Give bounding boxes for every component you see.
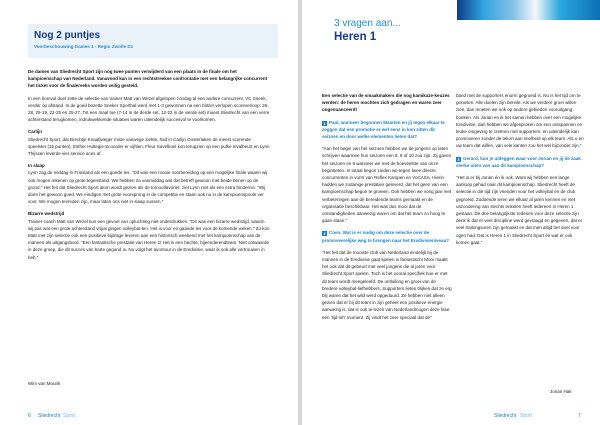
question-text: Coen, Wat is er nodig om deze selectie over de promoveerelijke weg te brengen naar het Eredivisieniveau? — [322, 230, 450, 243]
question-text: Paul, wanneer begonnen Maarten en jij tegen elkaar te zeggen dat een promotie er wel eens in kon zitten dit seizoen en door welke elementen lieten dat? — [322, 119, 445, 140]
section-head: Carlijn — [28, 129, 43, 135]
section-head: In slaap — [28, 163, 45, 169]
footer-brand: Sliedrecht — [38, 413, 61, 419]
heading-block — [334, 18, 401, 43]
paragraph: band met de supporters enorm gegroeid is. Nu is het tijd om te genieten. Alle doelen zijn bereikt. Als we verdere groei willen zien, dan moeten we ook op andere gebieden vooruitgang boeken. Als Jorian en ik het samen hebben over een mogelijke Eredivisie, dan hebben we afgesproken om een ontspannen en leuke omgeving te creëren met supporters, en uiteindelijk kan promoveren zonder de tekort aan snelheid op elk team. Als u en uw team dat willen, van vele kanten zou het wel bijzonder zijn." — [456, 93, 584, 149]
question-number-icon: 2 — [323, 231, 326, 237]
question-text: Gerard, kun je uitleggen waar voor Jorian en jij de zaak sterke uiten van aan dit kampioenschap? — [456, 155, 581, 168]
article-body-left — [28, 68, 270, 266]
page-left — [0, 0, 298, 425]
question — [456, 155, 584, 169]
page-number: 7 — [578, 413, 581, 419]
section-text: Lynn zag de middag in Friesland als een goede les. "Dit was een mooie voorbereiding op een mogelijke finale waarin wij ook mogen rekenen op grote tegenstand. We hebben na vanmiddag wat dat betreft gewoon met beide benen op de grond." Het feit dat Sliedrecht Sport alom wordt gezien als de tornooifavoriet, ziet Lynn niet als een extra hindernis. "Wij doen het gewoon goed. We eindigen met grote voorsprong in de competitie en staan ook nu in de kampioenspoule ver voor. We mogen tevreden zijn, maar laten ons niet in slaap sussen." — [28, 170, 268, 205]
question-number-icon: 3 — [457, 156, 460, 162]
page-right — [302, 0, 600, 425]
section — [28, 210, 270, 260]
article-title: Nog 2 puntjes — [34, 30, 101, 41]
signature: Jorian Hak — [550, 389, 572, 394]
column-1 — [322, 92, 452, 326]
footer-brand: Sliedrecht — [494, 413, 517, 419]
footer-brand-suffix: Sport — [63, 413, 75, 419]
title-box — [28, 24, 278, 58]
answer: "Het is er bij Jorian én ik ook. Want wij hebben een lange aanloop gehad naar dit kampioenschap. Sliedrecht heeft de selectie in die tijd zijn vrienden voor het volleybal en de club gegroeid. Zodoende leren we elkaar al jaren kennen en met uitzondering van slechts enkelen heeft iedereen in Heren 1 gestaan. De drie belangrijkste redenen voor deze selectie zijn denk ik dat er veel discipline werd gevraagd en gegeven, dat er veel trainingsuren zijn gemaakt en dat men altijd het doel voor ogen had. Dat is Heren 1 in Sliedrecht Sport én wat er ook komen gaat." — [456, 175, 583, 245]
question — [322, 119, 452, 141]
page-number: 6 — [28, 413, 31, 419]
footer-brand-suffix: Sport — [520, 413, 532, 419]
column-2 — [456, 92, 584, 251]
decorative-photo-strip — [457, 0, 600, 20]
article-subtitle: Voorbeschouwing Dames 1 - Regio Zwolle D1 — [34, 44, 134, 49]
question — [322, 229, 452, 243]
section-text: Sliedrecht Sport, dat Brechtje Knaafjweger miste vanwege ziekte, had in Carlijn Oosterlaken de meest scorende speelster (16 punten). Esther Hultegie-Scoorder er vijftien, Fleur Savelkoel kon terugzien op een pulke invalbeurt en Lynn Thijssen leverde vier service aces af. — [28, 136, 270, 157]
paragraph: In een bomvol duel zette de selectie van trainer Matt van Wezel afgelopen zondag al een andere concurrent, VC Sneek, verder op afstand. In de goed bezette Sneker Sporthal werd met 1-3 gewonnen na een blitzer verlopen scoreverloop: 26-28, 25-19, 22-25 en 25-27. Tot een maal toe (7-14 in de derde set, 12-22 in de vierde set) moest Sliedrecht van een verre achterstand terugkomen, indrukwekkende situaties waren uiteindelijk succesvol te voorkomen. — [28, 95, 270, 123]
section — [28, 162, 270, 205]
lead-paragraph: Een selectie van de smaakmakers die nog kamikaze-keuzes werden: de heren mochten zich gedragen en waren zeer ongenuanceerd! — [322, 93, 450, 113]
answer: "Aan het begin van het seizoen hebben we de jongens op laten schrijven waarmee hun seizoen een 6, 8 of 10 zou zijn. Zij gaven het seizoen en 8 wanneer we met de hoeveelste van onze begintieten. In totaal begon zoiden we tegen twee directe concurrenten in vorm van Reflex Kampen en VoCASA. Hierin hadden we zodanige prestaties geleverd, dat het geen van een kampioenschap begon te groeien. Ook hebben we vorig jaar met verbeteringen aan de bereidende teams gemaakt en de organisatie beschikbaar. Het was dus mooi dat de omstandigheden aanwezig waren om dat het team zo hoog te gaan staan." — [322, 146, 452, 224]
lead-paragraph: De dames van Sliedrecht Sport zijn nog twee punten verwijderd van een plaats in de finale om het kampioenschap van Nederland. Vanavond kan in een rechtstreekse confrontatie met een belangrijke concurrent het ticket voor de finalereeks worden veilig gesteld. — [28, 69, 268, 89]
section — [28, 128, 270, 157]
question-number-icon: 1 — [323, 120, 326, 126]
pre-title: 3 vragen aan... — [334, 18, 401, 29]
answer: "Het feit dat de mooiste club van Nederland eindelijk bij de mannen in de Eredivisie gaat spelen is fantastisch! Mooi maakt het ook dat dit gebeurt met veel jongens die al jaren voor Sliedrecht Sport spelen. Toch is het vooral specifiek hoe er met dit team wordt meegeleefd. De ontluiking en groei van de bredere volleybal-liefhebbers. Supporters lieten blijken dat ze erg blij waren dat het wild werd opgeduurd. Ze hebben niet alleen gezien dat er bij dit team in zijn geheel een positieve energie aanwezig is, dat is ook te lezen van Nederlandmogen deze fase een 'tijd-ish' moment. Zij vindt het zeer speciaal dat de" — [322, 249, 452, 320]
footer-left — [0, 407, 298, 425]
signature: Wim van Mourik — [28, 381, 61, 386]
footer-right — [302, 407, 600, 425]
section-text: Trainer-coach Matt van Wezel kon een gevoel van opluchting niet onderdrukken. "Dit was een bizarre wedstrijd, waarin wij pas wat een grote achterstand vrijuit gingen volleybal-len. Het is voor en gaande les voor de komende weken." Zo kon Matt met zijn selectie ook een positieve bijdrage leveren aan een historisch weekend met het kampioenschap van de mannen als uitgangsbord. "Een fantastische prestatie van Heren 1! Het is een hechte, bijeenderendteam. Niet ontwaarde in deze groep, die dit succes van harte gegund is. Nu volgt het avontuur in de Eredivisie, waar ik ook alle vertrouwen in heb." — [28, 218, 270, 260]
article-title: Heren 1 — [334, 31, 377, 43]
section-head: Bizarre wedstrijd — [28, 211, 65, 217]
